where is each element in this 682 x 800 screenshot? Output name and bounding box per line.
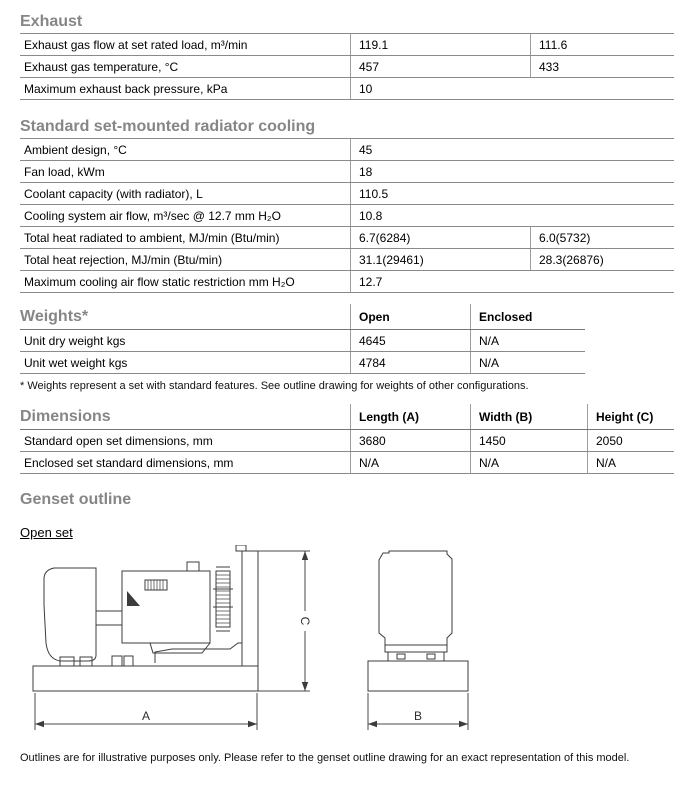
column-header-width: Width (B)	[470, 404, 587, 429]
section-title-cooling: Standard set-mounted radiator cooling	[20, 118, 316, 135]
row-value: 1450	[470, 430, 587, 451]
column-header-enclosed: Enclosed	[470, 304, 585, 329]
column-header-open: Open	[350, 304, 470, 329]
dim-label-a: A	[141, 709, 151, 723]
row-label: Fan load, kWm	[24, 164, 105, 179]
section-title-exhaust: Exhaust	[20, 13, 83, 30]
row-label: Coolant capacity (with radiator), L	[24, 186, 203, 201]
row-value: N/A	[470, 352, 585, 373]
dim-label-b: B	[413, 709, 423, 723]
row-value: 45	[350, 139, 674, 160]
row-value: 12.7	[350, 271, 674, 292]
genset-outline-drawing	[20, 545, 662, 750]
table-row	[20, 271, 674, 293]
row-label: Standard open set dimensions, mm	[24, 433, 213, 448]
section-title-genset-outline: Genset outline	[20, 491, 132, 508]
table-row	[20, 78, 674, 100]
genset-end-view	[368, 551, 468, 691]
row-label: Unit wet weight kgs	[24, 355, 128, 370]
dimensions-header-row	[20, 404, 674, 430]
table-row	[20, 34, 674, 56]
table-row	[20, 352, 585, 374]
table-row	[20, 205, 674, 227]
table-row	[20, 161, 674, 183]
section-title-weights: Weights*	[20, 307, 89, 325]
genset-side-view	[33, 545, 258, 691]
row-value: 28.3(26876)	[530, 249, 674, 270]
row-value: N/A	[350, 452, 470, 473]
table-row	[20, 139, 674, 161]
exhaust-table	[20, 33, 674, 100]
row-value: 4645	[350, 330, 470, 351]
row-value: 6.7(6284)	[350, 227, 530, 248]
cooling-table	[20, 138, 674, 293]
section-title-dimensions: Dimensions	[20, 407, 111, 425]
row-value: 110.5	[350, 183, 674, 204]
dimension-a	[35, 693, 257, 730]
row-label: Exhaust gas temperature, °C	[24, 59, 179, 74]
row-value: 10.8	[350, 205, 674, 226]
row-value: 433	[530, 56, 674, 77]
row-value: N/A	[470, 330, 585, 351]
row-value: 4784	[350, 352, 470, 373]
row-value: 2050	[587, 430, 674, 451]
row-value: N/A	[470, 452, 587, 473]
row-value: 119.1	[350, 34, 530, 55]
row-value: 31.1(29461)	[350, 249, 530, 270]
row-value: 18	[350, 161, 674, 182]
dimension-c	[258, 551, 312, 691]
row-label: Unit dry weight kgs	[24, 333, 126, 348]
row-label: Total heat rejection, MJ/min (Btu/min)	[24, 252, 223, 267]
table-row	[20, 249, 674, 271]
weights-table	[20, 304, 585, 374]
row-label: Exhaust gas flow at set rated load, m³/min	[24, 37, 248, 52]
weights-footnote: * Weights represent a set with standard features. See outline drawing for weights of other configurations.	[20, 380, 529, 392]
dimensions-table	[20, 404, 674, 474]
row-value: 3680	[350, 430, 470, 451]
row-label: Ambient design, °C	[24, 142, 127, 157]
row-value: 10	[350, 78, 674, 99]
dimension-b	[368, 693, 468, 730]
table-row	[20, 430, 674, 452]
row-label: Maximum cooling air flow static restriction mm H₂O	[24, 274, 295, 289]
row-label: Maximum exhaust back pressure, kPa	[24, 81, 228, 96]
table-row	[20, 56, 674, 78]
row-label: Enclosed set standard dimensions, mm	[24, 455, 234, 470]
column-header-length: Length (A)	[350, 404, 470, 429]
weights-header-row	[20, 304, 585, 330]
row-value: 457	[350, 56, 530, 77]
row-value: N/A	[587, 452, 674, 473]
row-label: Total heat radiated to ambient, MJ/min (Btu/min)	[24, 230, 280, 245]
row-label: Cooling system air flow, m³/sec @ 12.7 mm H₂O	[24, 208, 281, 223]
table-row	[20, 183, 674, 205]
table-row	[20, 227, 674, 249]
open-set-subtitle: Open set	[20, 525, 73, 540]
row-value: 6.0(5732)	[530, 227, 674, 248]
table-row	[20, 452, 674, 474]
column-header-height: Height (C)	[587, 404, 674, 429]
row-value: 111.6	[530, 34, 674, 55]
disclaimer-text: Outlines are for illustrative purposes only. Please refer to the genset outline drawing for an exact representation of this model.	[20, 752, 630, 764]
dim-label-c: C	[298, 616, 312, 626]
table-row	[20, 330, 585, 352]
